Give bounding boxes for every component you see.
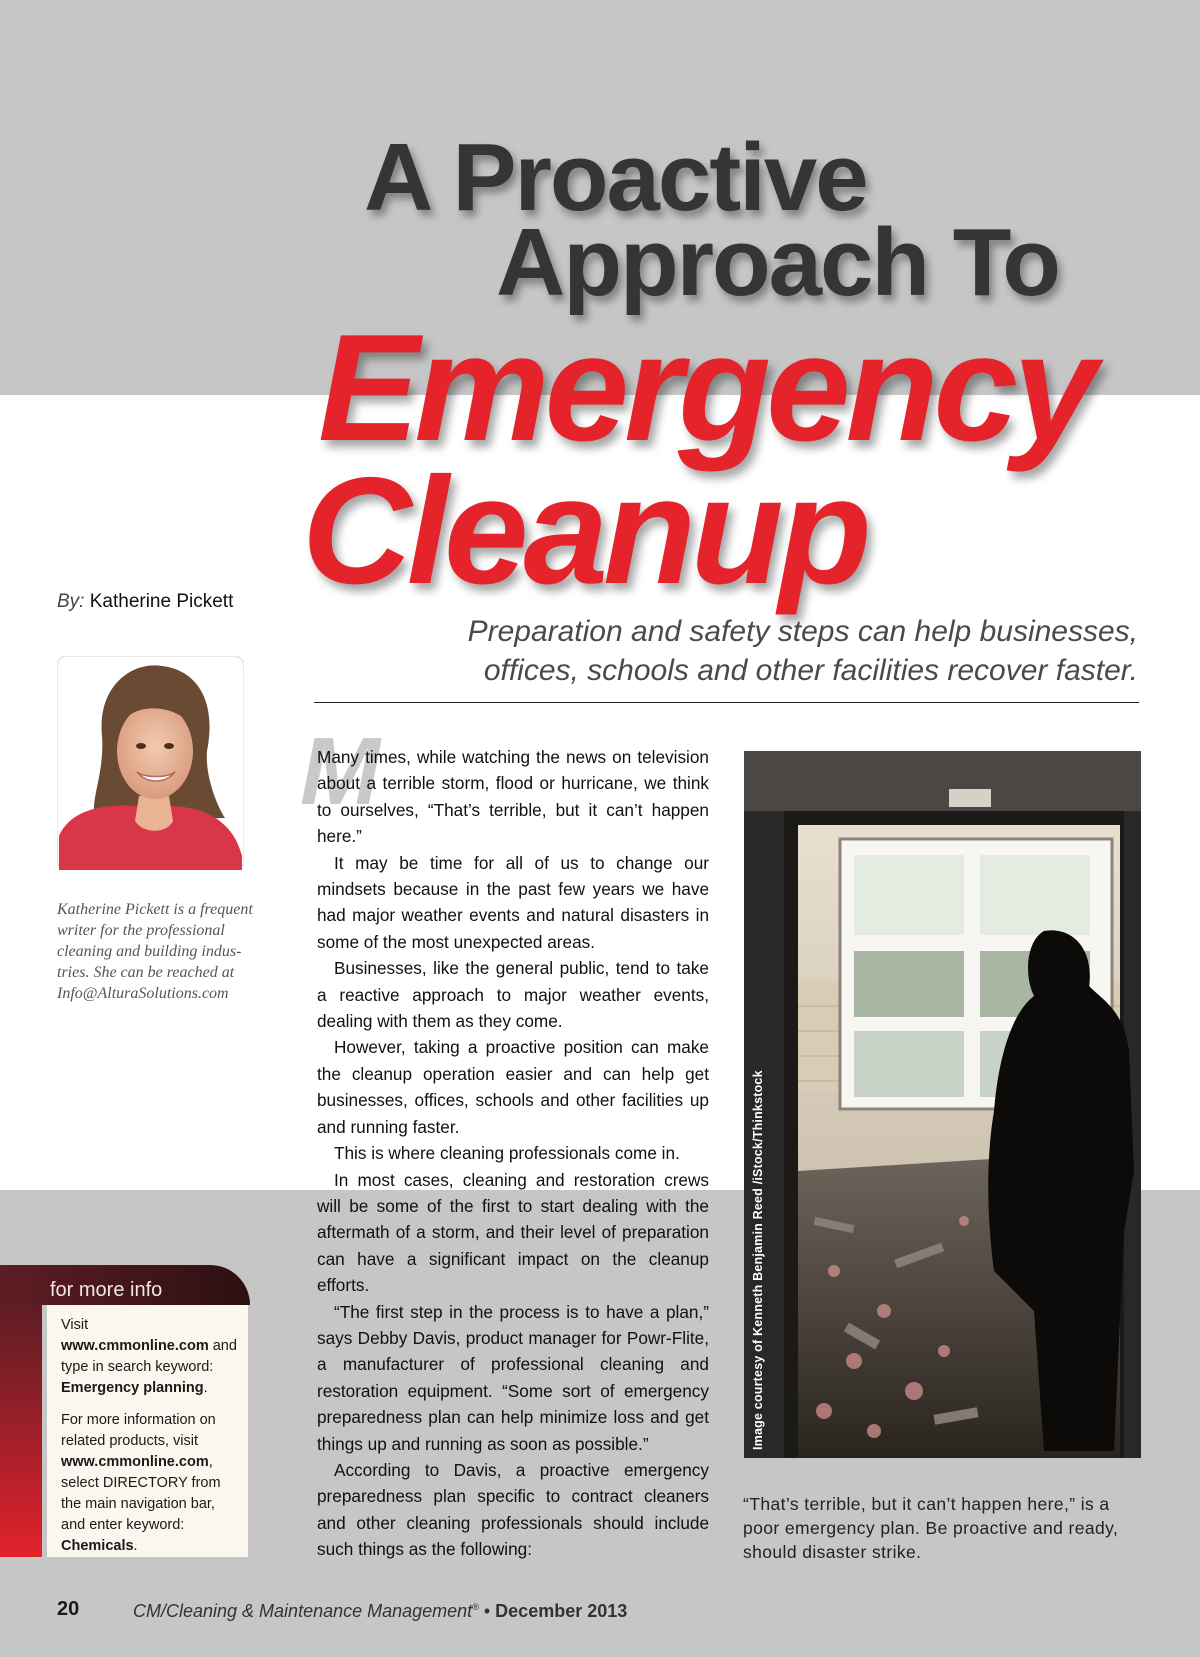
footer-masthead [133,1601,627,1622]
headline-line-3: Emergency [318,303,1093,473]
more-info-paragraph-2 [61,1410,238,1557]
subtitle [330,612,1138,690]
photo-credit [746,1426,1166,1450]
byline-prefix: By: [57,591,85,612]
subtitle-divider [314,702,1139,703]
info-text: . [133,1538,138,1554]
photo-caption: “That’s terrible, but it can’t happen here,” is a poor emergency plan. Be proactive and ready, should disaster strike. [743,1494,1119,1562]
drop-cap: M [300,718,380,825]
website-link[interactable]: www.cmmonline.com [61,1454,209,1470]
info-text: . [203,1380,208,1396]
more-info-paragraph-1 [61,1315,238,1399]
magazine-name: CM/Cleaning & Maintenance Management [133,1601,473,1621]
page-number: 20 [57,1598,80,1620]
bio-email: Info@AlturaSolutions.com [57,985,229,1002]
more-info-stripe [0,1305,42,1557]
paragraph: “The first step in the process is to have a plan,” says Debby Davis, product manager for Powr-Flite, a manufacturer of professional cleaning and restoration equipment. “Some sort of emergency preparedness plan can help minimize loss and get things up and running as soon as possible.” [317,1301,709,1454]
byline-author: Katherine Pickett [89,591,234,612]
more-info-body [47,1305,248,1557]
paragraph: In most cases, cleaning and restoration crews will be some of the first to start dealing with the aftermath of a storm, and their level of preparation can have a significant impact on the cleanup efforts. [317,1169,709,1296]
bio-line-4: tries. She can be reached at [57,964,235,981]
article-photo [744,751,1141,1458]
bio-line-2: writer for the professional [57,922,225,939]
search-keyword: Chemicals [61,1538,134,1554]
registered-mark: ® [472,1602,479,1612]
footer-separator: • [483,1601,491,1621]
more-info-title: for more info [50,1279,163,1301]
paragraph: Many times, while watching the news on television about a terrible storm, flood or hurricane, we think to ourselves, “That’s terrible, but it can’t happen here.” [317,747,709,847]
subtitle-line-2: offices, schools and other facilities recover faster. [483,654,1138,687]
author-photo [57,656,244,870]
bio-line-3: cleaning and building indus- [57,943,242,960]
author-bio [57,899,262,1004]
subtitle-line-1: Preparation and safety steps can help businesses, [467,615,1138,648]
paragraph: Businesses, like the general public, tend to take a reactive approach to major weather events, dealing with them as they come. [317,958,709,1032]
search-keyword: Emergency planning [61,1380,204,1396]
more-info-header [0,1265,250,1305]
paragraph: This is where cleaning professionals come in. [334,1143,680,1164]
issue-date: December 2013 [495,1601,628,1621]
info-text: , select DIRECTORY from the main navigation bar, and enter keyword: [61,1454,221,1533]
paragraph: However, taking a proactive position can make the cleanup operation easier and can help get businesses, offices, schools and other facilities up and running faster. [317,1037,709,1137]
info-text: For more information on related products, visit [61,1412,216,1449]
paragraph: It may be time for all of us to change our mindsets because in the past few years we have had major weather events and natural disasters in some of the most unexpected areas. [317,852,709,952]
headline-line-1: A Proactive [364,124,867,231]
info-text: Visit [61,1317,89,1333]
byline [57,591,233,613]
more-info-box [0,1265,250,1557]
headline-line-2: Approach To [496,209,1059,316]
website-link[interactable]: www.cmmonline.com [61,1338,209,1354]
headline-line-4: Cleanup [302,446,867,616]
info-text: and type in search keyword: [61,1338,237,1375]
article-body [317,744,709,1563]
paragraph: According to Davis, a proactive emergency preparedness plan specific to contract cleaners and other cleaning professionals should include such things as the following: [317,1459,709,1560]
bio-line-1: Katherine Pickett is a frequent [57,901,253,918]
